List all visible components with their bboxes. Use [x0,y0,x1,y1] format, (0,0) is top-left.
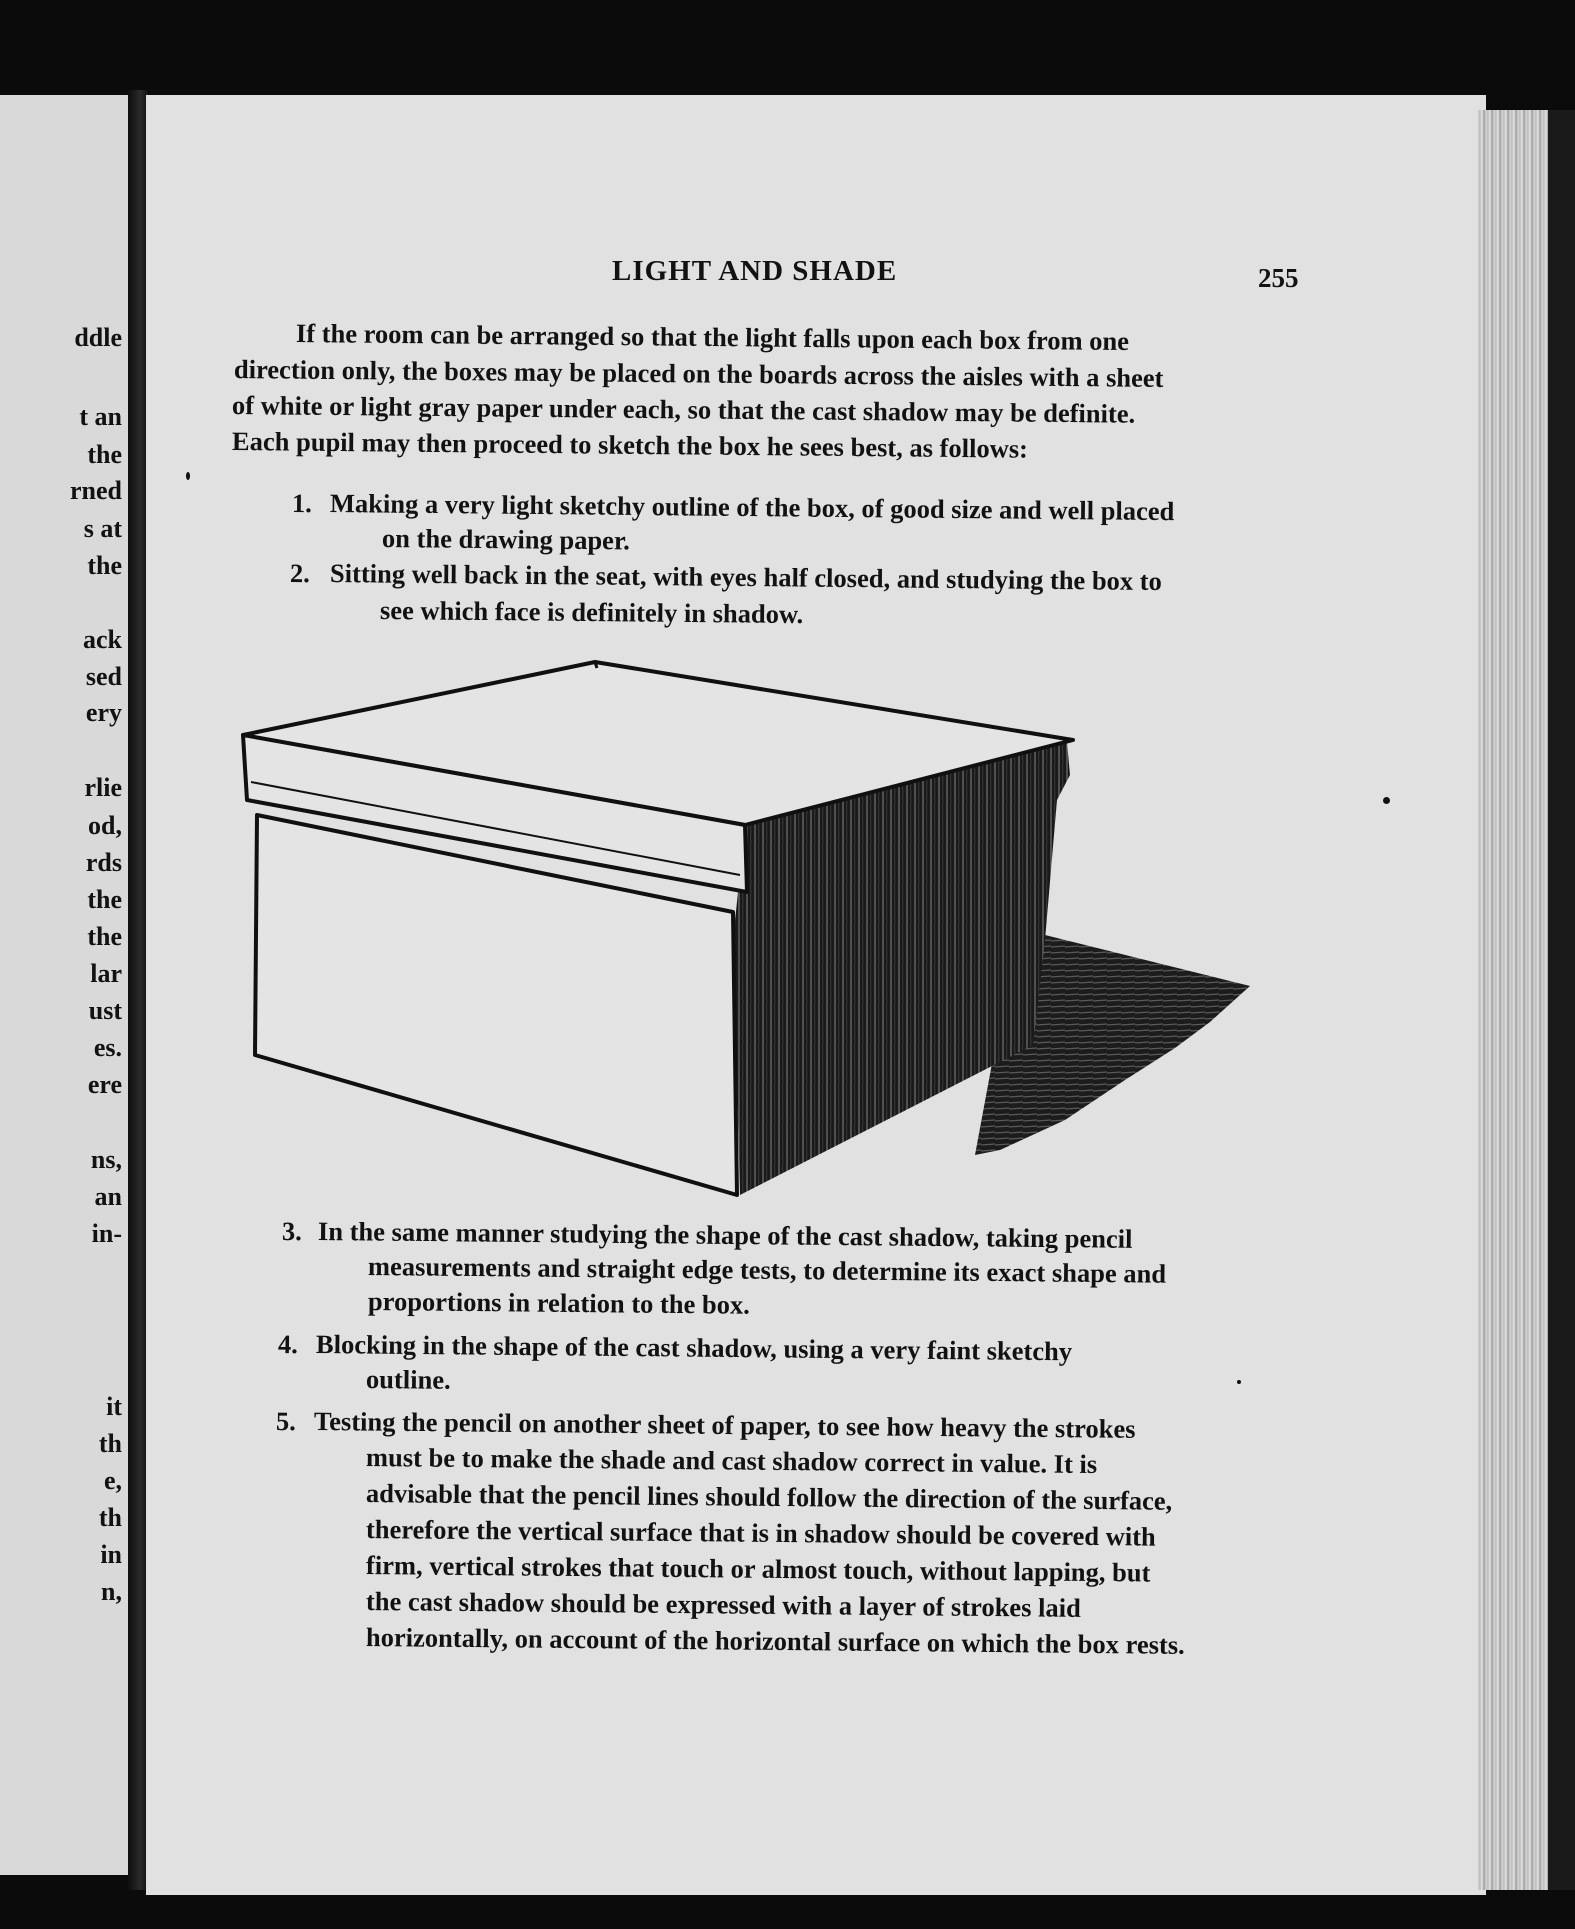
step-line: must be to make the shade and cast shadow correct in value. It is [365,1442,1098,1480]
intro-line: of white or light gray paper under each, so that the cast shadow may be definite. [231,390,1136,429]
running-head: LIGHT AND SHADE [612,255,898,287]
facing-page-text-fragment: n, [101,1577,122,1606]
step-line: measurements and straight edge tests, to determine its exact shape and [367,1251,1167,1289]
facing-page-text-fragment: in [100,1540,122,1569]
step-line: Sitting well back in the seat, with eyes half closed, and studying the box to [329,558,1163,596]
step-number: 1. [291,488,313,519]
facing-page-text-fragment: the [87,440,122,469]
step-line: outline. [365,1364,451,1395]
page-edges [1478,110,1548,1890]
facing-page-text-fragment: the [87,885,122,914]
step-number: 2. [289,558,311,589]
facing-page-fragment [0,95,128,1875]
facing-page-text-fragment: ddle [74,323,122,352]
scan-speck [186,472,190,480]
step-number: 5. [275,1406,297,1437]
step-number: 3. [281,1216,303,1247]
page-number: 255 [1258,263,1299,293]
step-line: advisable that the pencil lines should follow the direction of the surface, [365,1478,1173,1516]
facing-page-text-fragment: in- [91,1219,122,1248]
facing-page-text-fragment: sed [85,662,122,691]
facing-page-text-fragment: es. [93,1033,122,1062]
facing-page-text-fragment: ery [85,698,122,727]
facing-page-text-fragment: the [87,922,122,951]
intro-line: Each pupil may then proceed to sketch the box he sees best, as follows: [231,426,1029,464]
facing-page-text-fragment: ns, [90,1145,122,1174]
step-line: proportions in relation to the box. [367,1286,750,1320]
facing-page-text-fragment: lar [90,959,122,988]
step-line: on the drawing paper. [381,523,631,556]
facing-page-text-fragment: e, [103,1466,122,1495]
facing-page-text-fragment: the [87,551,122,580]
facing-page-text-fragment: ust [88,996,122,1025]
intro-line: If the room can be arranged so that the light falls upon each box from one [295,318,1130,356]
facing-page-text-fragment: ack [83,625,122,654]
scan-speck [1383,797,1390,804]
step-line: therefore the vertical surface that is in shadow should be covered with [365,1514,1156,1552]
facing-page-text-fragment: an [94,1182,122,1211]
step-number: 4. [277,1329,299,1360]
step-line: horizontally, on account of the horizontal surface on which the box rests. [365,1622,1185,1660]
facing-page-text-fragment: th [98,1429,122,1458]
facing-page-text-fragment: rned [70,476,122,505]
scan-speck [1237,1380,1241,1384]
facing-page-text-fragment: ere [87,1070,122,1099]
shaded-box-illustration [225,650,1315,1210]
book-cover-edge [1548,110,1575,1890]
step-line: In the same manner studying the shape of the cast shadow, taking pencil [317,1216,1133,1254]
facing-page-text-fragment: s at [83,514,122,543]
step-line: Blocking in the shape of the cast shadow, using a very faint sketchy [315,1329,1073,1367]
step-line: the cast shadow should be expressed with a layer of strokes laid [365,1586,1081,1623]
step-line: Testing the pencil on another sheet of paper, to see how heavy the strokes [313,1406,1136,1444]
intro-line: direction only, the boxes may be placed on the boards across the aisles with a sheet [233,354,1164,393]
facing-page-text-fragment: th [98,1503,122,1532]
step-line: Making a very light sketchy outline of the box, of good size and well placed [329,488,1175,527]
facing-page-text-fragment: od, [88,811,122,840]
book-gutter [128,90,148,1890]
facing-page-text-fragment: t an [79,402,122,431]
step-line: see which face is definitely in shadow. [379,595,804,630]
step-line: firm, vertical strokes that touch or almost touch, without lapping, but [365,1550,1151,1588]
facing-page-text-fragment: it [106,1392,122,1421]
facing-page-text-fragment: rlie [84,773,122,802]
facing-page-text-fragment: rds [85,848,122,877]
